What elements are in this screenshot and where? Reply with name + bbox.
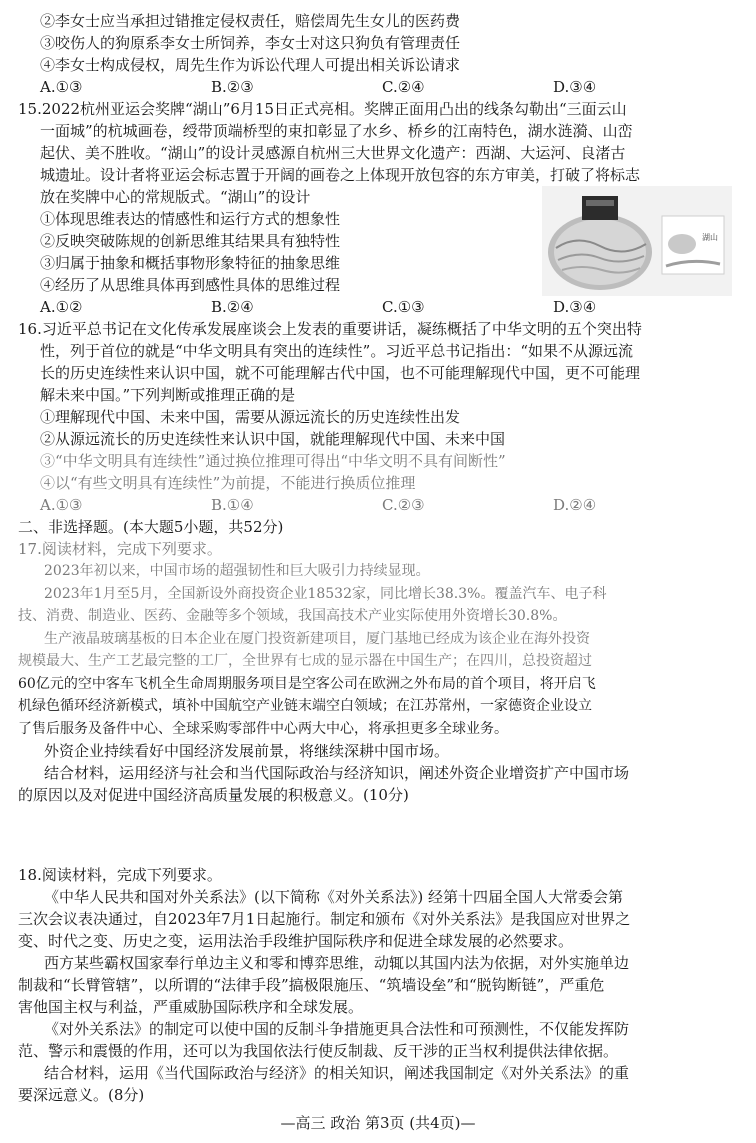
q16-stem-line: 长的历史连续性来认识中国，就不可能理解古代中国，也不可能理解现代中国，更不可能理 (40, 364, 641, 382)
q16-stem-line: 16.习近平总书记在文化传承发展座谈会上发表的重要讲话，凝练概括了中华文明的五个突出特 (18, 320, 642, 338)
q15-stem-line: 起伏、美不胜收。“湖山”的设计灵感源自杭州三大世界文化遗产：西湖、大运河、良渚古 (40, 144, 626, 162)
q14-option-b[interactable]: B.②③ (211, 78, 254, 96)
q16-options (18, 494, 732, 516)
q18-paragraph-line: 三次会议表决通过，自2023年7月1日起施行。制定和颁布《对外关系法》是我国应对世界之 (18, 910, 631, 928)
question-17 (18, 538, 732, 806)
q16-item-2: ②从源远流长的历史连续性来认识中国，就能理解现代中国、未来中国 (40, 430, 506, 448)
q15-stem-line: 放在奖牌中心的常规版式。“湖山”的设计 (40, 188, 311, 206)
q16-item-3: ③“中华文明具有连续性”通过换位推理可得出“中华文明不具有间断性” (40, 452, 506, 470)
q16-option-a[interactable]: A.①③ (40, 496, 83, 514)
q16-option-d[interactable]: D.②④ (553, 496, 597, 514)
question-15 (18, 98, 732, 318)
q14-options (18, 76, 732, 98)
q18-requirement-line: 结合材料，运用《当代国际政治与经济》的相关知识，阐述我国制定《对外关系法》的重 (44, 1064, 630, 1082)
q15-body-with-image (18, 186, 732, 296)
q15-stem-line: 一面城”的杭城画卷，绶带顶端桥型的束扣彰显了水乡、桥乡的江南特色，湖水涟漪、山峦 (40, 122, 633, 140)
q14-option-a[interactable]: A.①③ (40, 78, 83, 96)
q15-option-d[interactable]: D.③④ (553, 298, 597, 316)
q16-stem-line: 解未来中国。”下列判断或推理正确的是 (40, 386, 296, 404)
q16-option-c[interactable]: C.②③ (382, 496, 425, 514)
answer-space (18, 806, 732, 864)
q17-paragraph-line: 60亿元的空中客车飞机全生命周期服务项目是空客公司在欧洲之外布局的首个项目，将开启飞 (18, 675, 596, 692)
question-18 (18, 864, 732, 1106)
q17-paragraph-line: 了售后服务及备件中心、全球采购零部件中心两大中心，将承担更多全球业务。 (18, 720, 508, 737)
q17-paragraph-line: 生产液晶玻璃基板的日本企业在厦门投资新建项目，厦门基地已经成为该企业在海外投资 (44, 630, 590, 647)
q17-requirement-line: 结合材料，运用经济与社会和当代国际政治与经济知识，阐述外资企业增资扩产中国市场 (44, 764, 630, 782)
medal-image-label: 湖山 (702, 233, 718, 242)
q18-title: 18.阅读材料，完成下列要求。 (18, 866, 222, 884)
q18-paragraph-line: 范、警示和震慑的作用，还可以为我国依法行使反制裁、反干涉的正当权利提供法律依据。 (18, 1042, 619, 1060)
q17-paragraph-line: 外资企业持续看好中国经济发展前景，将继续深耕中国市场。 (44, 742, 450, 760)
q14-item-4: ④李女士构成侵权，周先生作为诉讼代理人可提出相关诉讼请求 (40, 56, 461, 74)
q16-option-b[interactable]: B.①④ (211, 496, 254, 514)
q16-item-1: ①理解现代中国、未来中国，需要从源远流长的历史连续性出发 (40, 408, 461, 426)
q15-item-4: ④经历了从思维具体再到感性具体的思维过程 (40, 276, 341, 294)
q15-item-2: ②反映突破陈规的创新思维其结果具有独特性 (40, 232, 341, 250)
q16-stem-line: 性，列于首位的就是“中华文明具有突出的连续性”。习近平总书记指出：“如果不从源远流 (40, 342, 634, 360)
q15-item-3: ③归属于抽象和概括事物形象特征的抽象思维 (40, 254, 341, 272)
q18-paragraph-line: 《中华人民共和国对外关系法》(以下简称《对外关系法》) 经第十四届全国人大常委会第 (44, 888, 623, 906)
q17-paragraph-line: 机绿色循环经济新模式，填补中国航空产业链末端空白领域；在江苏常州，一家德资企业设立 (18, 698, 592, 714)
q14-item-3: ③咬伤人的狗原系李女士所饲养，李女士对这只狗负有管理责任 (40, 34, 461, 52)
q16-item-4: ④以“有些文明具有连续性”为前提，不能进行换质位推理 (40, 474, 416, 492)
medal-image (542, 186, 732, 296)
q18-paragraph-line: 变、时代之变、历史之变，运用法治手段维护国际秩序和促进全球发展的必然要求。 (18, 932, 574, 950)
q17-paragraph-line: 2023年1月至5月，全国新设外商投资企业18532家，同比增长38.3%。覆盖汽车、电子科 (44, 585, 607, 602)
q17-paragraph-line: 2023年初以来，中国市场的超强韧性和巨大吸引力持续显现。 (44, 563, 430, 579)
question-14-continuation (18, 10, 732, 98)
q17-paragraph-line: 技、消费、制造业、医药、金融等多个领域，我国高技术产业实际使用外资增长30.8%。 (18, 608, 567, 624)
q15-option-b[interactable]: B.②④ (211, 298, 254, 316)
q15-option-a[interactable]: A.①② (40, 298, 83, 316)
q14-item-2: ②李女士应当承担过错推定侵权责任，赔偿周先生女儿的医药费 (40, 12, 461, 30)
q15-option-c[interactable]: C.①③ (382, 298, 425, 316)
q18-paragraph-line: 制裁和“长臂管辖”，以所谓的“法律手段”搞极限施压、“筑墙设垒”和“脱钩断链”，严重危 (18, 976, 605, 994)
medal-illustration (542, 186, 732, 296)
q15-options (18, 296, 732, 318)
question-16 (18, 318, 732, 516)
q15-item-1: ①体现思维表达的情感性和运行方式的想象性 (40, 210, 341, 228)
page-footer: —高三 政治 第3页 (共4页)— (280, 1114, 476, 1132)
q14-option-c[interactable]: C.②④ (382, 78, 425, 96)
q15-stem-line: 城遗址。设计者将亚运会标志置于开阔的画卷之上体现开放包容的东方审美，打破了将标志 (40, 166, 641, 184)
q17-requirement-line: 的原因以及对促进中国经济高质量发展的积极意义。(10分) (18, 786, 409, 804)
q14-option-d[interactable]: D.③④ (553, 78, 597, 96)
q18-requirement-line: 要深远意义。(8分) (18, 1086, 145, 1104)
q17-paragraph-line: 规模最大、生产工艺最完整的工厂，全世界有七成的显示器在中国生产；在四川，总投资超过 (18, 653, 592, 669)
q15-stem-line: 15.2022杭州亚运会奖牌“湖山”6月15日正式亮相。奖牌正面用凸出的线条勾勒出“三面云山 (18, 100, 627, 118)
section-2-heading: 二、非选择题。(本大题5小题，共52分) (18, 518, 284, 536)
q18-paragraph-line: 害他国主权与利益，严重威胁国际秩序和全球发展。 (18, 998, 364, 1016)
q17-title: 17.阅读材料，完成下列要求。 (18, 540, 222, 558)
q18-paragraph-line: 《对外关系法》的制定可以使中国的反制斗争措施更具合法性和可预测性，不仅能发挥防 (44, 1020, 630, 1038)
q18-paragraph-line: 西方某些霸权国家奉行单边主义和零和博弈思维，动辄以其国内法为依据，对外实施单边 (44, 954, 630, 972)
